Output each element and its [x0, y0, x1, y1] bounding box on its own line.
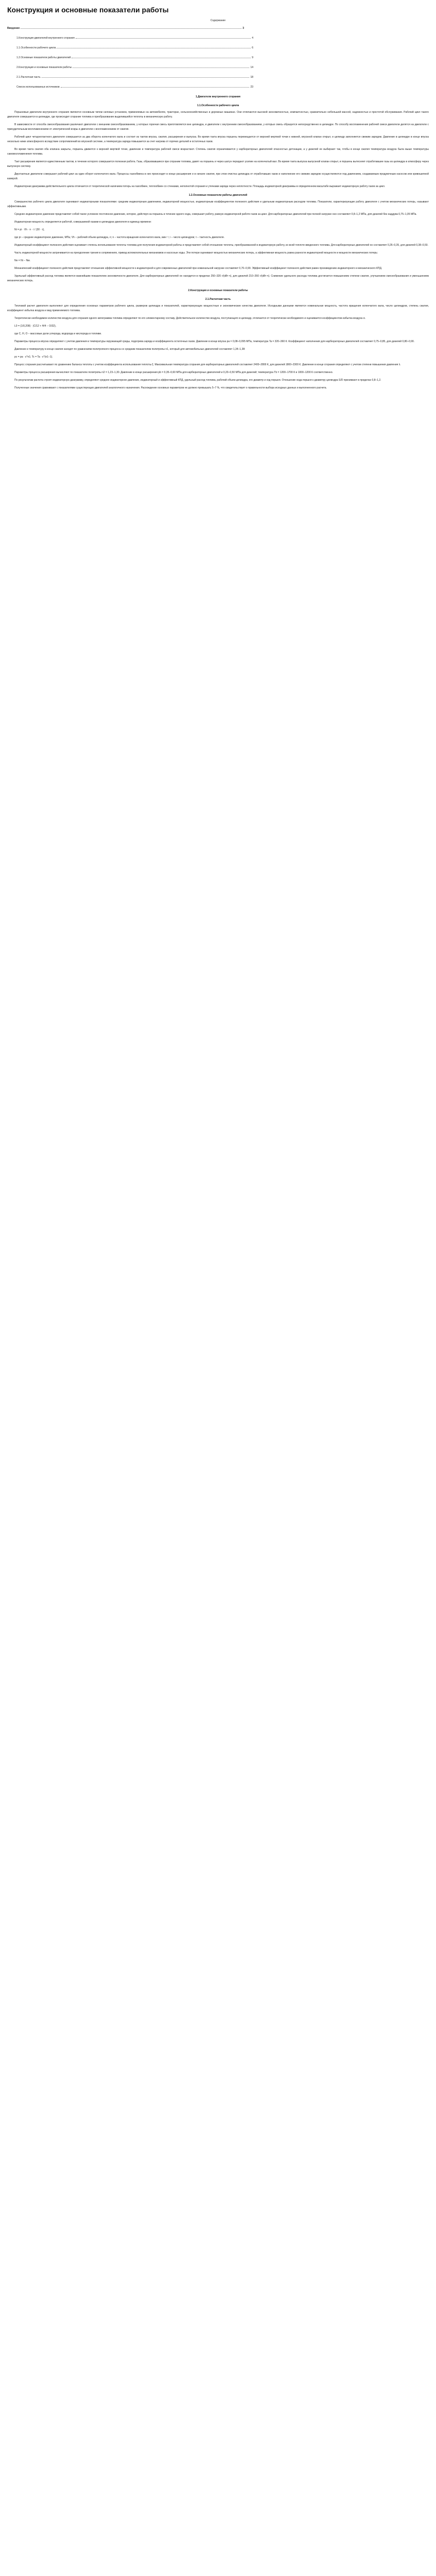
paragraph: Индикаторная диаграмма действительного цикла отличается от теоретической наличием потерь на газообмен, теплообмен со стенками, неполнотой сгорания и утечками заряда через неплотности. Площадь индикаторной диаграммы в определенном масштабе выражает индикаторную работу газов за цикл. [14, 185, 386, 188]
toc-entry-text: Введение [7, 27, 20, 30]
paragraph: Индикаторная мощность определяется работой, совершаемой газами в цилиндрах двигателя в единицу времени: [14, 221, 152, 224]
toc-entry-page: 3 [242, 27, 244, 30]
paragraph: Механический коэффициент полезного действия представляет отношение эффективной мощности к индикаторной и для современных двигателей при номинальной нагрузке составляет 0,70–0,90. Эффективный коэффициент полезного действия равен произведению индикаторного и механического КПД. [14, 267, 382, 270]
toc-dot-leader [73, 67, 249, 68]
toc-entry[interactable] [16, 36, 253, 41]
toc-entry-text: 1.2.Основные показатели работы двигателей [16, 56, 71, 59]
paragraph: По результатам расчета строят индикаторную диаграмму, определяют среднее индикаторное давление, индикаторный и эффективный КПД, удельный расход топлива, рабочий объем цилиндра, его диаметр и ход поршня. Отношение хода поршня к диаметру цилиндра S/D принимают в пределах 0,8–1,2. [14, 379, 381, 382]
toc-entry[interactable] [16, 75, 253, 80]
formula-line: Ni = pi · Vh · n · i / (30 · τ), [14, 228, 45, 231]
paragraph: Параметры процесса впуска определяют с учетом давления и температуры окружающей среды, подогрева заряда и коэффициента остаточных газов. Давление в конце впуска pa = 0,08–0,095 МПа, температура Ta = 320–360 К. Коэффициент наполнения для карбюраторных двигателей составляет 0,75–0,85, для дизелей 0,80–0,90. [14, 340, 415, 343]
toc-dot-leader [76, 38, 251, 39]
paragraph: Процесс сгорания рассчитывают по уравнению баланса теплоты с учетом коэффициента использования теплоты ξ. Максимальная температура сгорания для карбюраторных двигателей составляет 2400–2800 К, для дизелей 1800–2300 К. Давление в конце сгорания определяют с учетом степени повышения давления λ. [14, 363, 401, 366]
paragraph: Параметры процесса расширения вычисляют по показателю политропы n2 = 1,23–1,30. Давление в конце расширения pb = 0,35–0,60 МПа для карбюраторных двигателей и 0,20–0,50 МПа для дизелей; температура Tb = 1200–1700 К и 1000–1200 К соответственно. [14, 371, 334, 374]
toc-entry-text: 2.1.Расчетная часть [16, 76, 41, 79]
page-title: Конструкция и основные показатели работы [7, 6, 169, 14]
toc-heading: Содержание [210, 19, 226, 22]
paragraph: Совершенство рабочего цикла двигателя оценивают индикаторными показателями: средним индикаторным давлением, индикаторной мощностью, индикаторным коэффициентом полезного действия и удельным индикаторным расходом топлива. Показатели, характеризующие работу двигателя с учетом механических потерь, называют эффективными. [7, 200, 429, 208]
paragraph: Во время такта сжатия оба клапана закрыты, поршень движется к верхней мертвой точке, давление и температура рабочей смеси возрастают. Степень сжатия ограничивается у карбюраторных двигателей опасностью детонации, а у дизелей ее выбирают так, чтобы в конце сжатия температура воздуха была выше температуры самовоспламенения топлива. [7, 148, 429, 156]
toc-entry-text: 1.1.Особенности рабочего цикла [16, 46, 56, 49]
formula-line: pc = pa · ε^n1; Tc = Ta · ε^(n1−1). [14, 355, 53, 359]
formula-line: Ne = Ni − Nм. [14, 259, 30, 262]
toc-entry-text: 2.Конструкция и основные показатели работы [16, 66, 72, 69]
paragraph: Тепловой расчет двигателя выполняют для определения основных параметров рабочего цикла, размеров цилиндра и показателей, характеризующих мощностные и экономические качества двигателя. Исходными данными являются номинальная мощность, частота вращения коленчатого вала, число цилиндров, степень сжатия, коэффициент избытка воздуха и вид применяемого топлива. [7, 304, 429, 312]
toc-dot-leader [61, 87, 250, 88]
paragraph: Такт расширения является единственным тактом, в течение которого совершается полезная работа. Газы, образовавшиеся при сгорании топлива, давят на поршень и через шатун передают усилие на коленчатый вал. Во время такта выпуска выпускной клапан открыт, и поршень вытесняет отработавшие газы из цилиндра в атмосферу через выпускную систему. [7, 160, 429, 168]
document-section [7, 95, 429, 283]
paragraph: Индикаторный коэффициент полезного действия оценивает степень использования теплоты топлива для получения индикаторной работы и представляет собой отношение теплоты, преобразованной в индикаторную работу, ко всей теплоте введенного топлива. Для карбюраторных двигателей он составляет 0,26–0,35, для дизелей 0,38–0,50. [14, 244, 428, 247]
toc-entry-page: 14 [250, 66, 253, 69]
toc-spacer [7, 41, 429, 46]
toc-entry-page: 6 [252, 46, 253, 49]
paragraph: Двухтактные двигатели совершают рабочий цикл за один оборот коленчатого вала. Процессы газообмена в них происходят в конце расширения и в начале сжатия, при этом очистка цилиндра от отработавших газов и наполнение его свежим зарядом осуществляются под давлением, создаваемым продувочным насосом или кривошипной камерой. [7, 173, 429, 180]
paragraph: где pi – среднее индикаторное давление, МПа; Vh – рабочий объем цилиндра, л; n – частота вращения коленчатого вала, мин⁻¹; i – число цилиндров; τ – тактность двигателя. [14, 236, 224, 239]
paragraph: Среднее индикаторное давление представляет собой такое условное постоянное давление, которое, действуя на поршень в течение одного хода, совершает работу, равную индикаторной работе газов за цикл. Для карбюраторных двигателей при полной нагрузке оно составляет 0,8–1,2 МПа, для дизелей без наддува 0,75–1,05 МПа. [14, 213, 417, 216]
document-section [7, 289, 429, 391]
toc-spacer [7, 60, 429, 65]
toc-entry[interactable] [16, 56, 253, 60]
toc-spacer [7, 70, 429, 75]
paragraph: Часть индикаторной мощности затрачивается на преодоление трения в сопряжениях, привод вспомогательных механизмов и насосные ходы. Эти потери оценивают мощностью механических потерь, а эффективная мощность равна разности индикаторной мощности и мощности механических потерь: [14, 251, 378, 255]
toc-entry-text: 1.Конструкция двигателей внутреннего сгорания [16, 37, 75, 40]
toc-entry-text: Список использованных источников [16, 86, 60, 89]
section-title: 2.Конструкция и основные показатели работы [188, 289, 248, 292]
document-page [0, 0, 436, 404]
toc-entry[interactable] [16, 85, 253, 90]
paragraph: Полученные значения сравнивают с показателями существующих двигателей аналогичного назначения. Расхождение основных параметров не должно превышать 5–7 %, что свидетельствует о правильности выбора исходных данных и выполненного расчета. [14, 386, 327, 389]
table-of-contents [7, 19, 429, 90]
paragraph: Давление и температуру в конце сжатия находят по уравнениям политропного процесса со средним показателем политропы n1, который для автомобильных двигателей составляет 1,34–1,38: [14, 348, 246, 351]
toc-dot-leader [21, 28, 241, 29]
paragraph: В зависимости от способа смесеобразования различают двигатели с внешним смесеобразованием, у которых горючая смесь приготовляется вне цилиндра, и двигатели с внутренним смесеобразованием, у которых смесь образуется непосредственно в цилиндре. По способу воспламенения рабочей смеси двигатели делятся на двигатели с принудительным воспламенением от электрической искры и двигатели с воспламенением от сжатия. [7, 123, 429, 131]
toc-spacer [7, 50, 429, 56]
toc-entry-page: 18 [250, 76, 253, 79]
toc-entry[interactable] [16, 46, 253, 50]
subsection-title: 1.2.Основные показатели работы двигателей [188, 194, 248, 197]
toc-dot-leader [42, 77, 250, 78]
section-title: 1.Двигатели внутреннего сгорания [196, 95, 240, 98]
toc-entry[interactable] [7, 26, 244, 31]
paragraph: Удельный эффективный расход топлива является важнейшим показателем экономичности двигателя. Для карбюраторных двигателей он находится в пределах 250–320 г/(кВт·ч), для дизелей 210–260 г/(кВт·ч). Снижение удельного расхода топлива достигается повышением степени сжатия, улучшением смесеобразования и уменьшением механических потерь. [7, 275, 429, 282]
paragraph: Поршневые двигатели внутреннего сгорания являются основным типом силовых установок, применяемых на автомобилях, тракторах, сельскохозяйственных и дорожных машинах. Они отличаются высокой экономичностью, компактностью, сравнительно небольшой массой, надежностью и простотой обслуживания. Рабочий цикл такого двигателя совершается в цилиндре, где происходит сгорание топлива и преобразование выделившейся теплоты в механическую работу. [7, 111, 429, 118]
paragraph: Теоретически необходимое количество воздуха для сгорания одного килограмма топлива определяют по его элементарному составу. Действительное количество воздуха, поступающего в цилиндр, отличается от теоретически необходимого и оценивается коэффициентом избытка воздуха α. [14, 317, 365, 320]
formula-line: L0 = (1/0,208) · (C/12 + H/4 − O/32), [14, 325, 57, 328]
paragraph: Рабочий цикл четырехтактного двигателя совершается за два оборота коленчатого вала и состоит из тактов впуска, сжатия, расширения и выпуска. Во время такта впуска поршень перемещается от верхней мертвой точки к нижней, впускной клапан открыт, и цилиндр заполняется свежим зарядом. Давление в цилиндре в конце впуска несколько ниже атмосферного вследствие сопротивлений во впускной системе, а температура заряда повышается за счет нагрева от горячих деталей и остаточных газов. [7, 135, 429, 143]
toc-entry-page: 23 [250, 86, 253, 89]
toc-entry[interactable] [16, 65, 253, 70]
toc-spacer [7, 80, 429, 85]
toc-entry-page: 4 [252, 37, 253, 40]
paragraph: где C, H, O – массовые доли углерода, водорода и кислорода в топливе. [14, 332, 102, 335]
toc-entry-page: 9 [252, 56, 253, 59]
toc-spacer [7, 31, 429, 36]
subsection-title: 2.1.Расчетная часть [205, 298, 231, 301]
subsection-title: 1.1.Особенности рабочего цикла [197, 104, 239, 107]
